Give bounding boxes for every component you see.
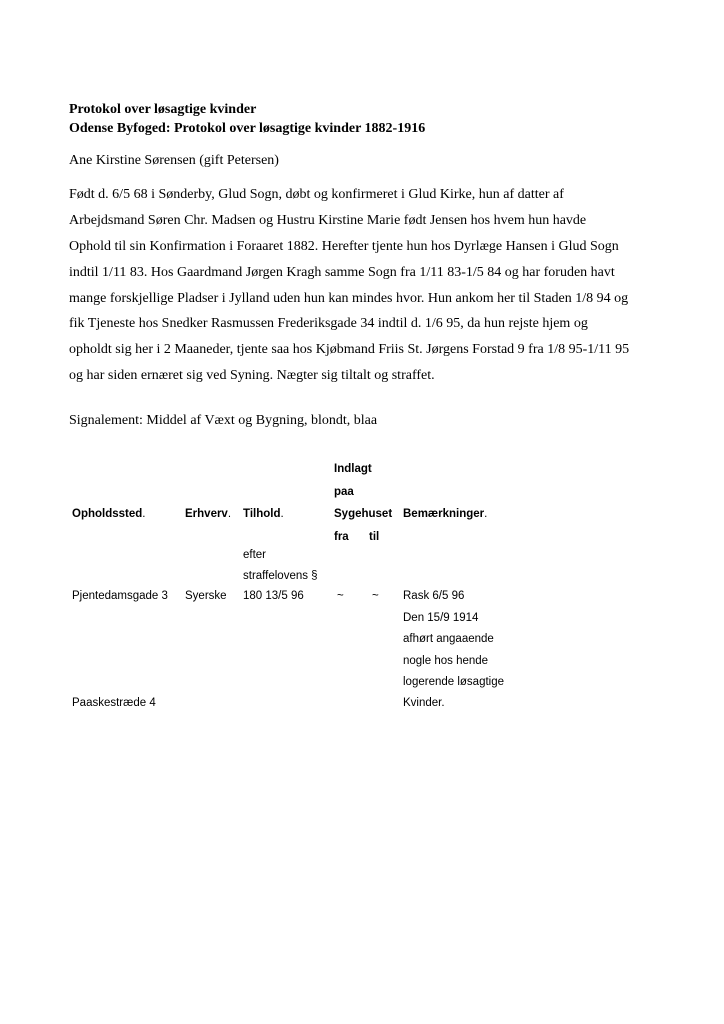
tilhold-cell-line: efter — [243, 549, 267, 561]
narrative-line: og har siden ernæret sig ved Syning. Nægter sig tiltalt og straffet. — [69, 368, 435, 383]
narrative-line: indtil 1/11 83. Hos Gaardmand Jørgen Kragh samme Sogn fra 1/11 83-1/5 84 og har foruden havt — [69, 265, 615, 280]
narrative-line: opholdt sig her i 2 Maaneder, tjente saa hos Kjøbmand Friis St. Jørgens Forstad 9 fra 1/8 95-1/11 95 — [69, 342, 630, 357]
narrative-line: Født d. 6/5 68 i Sønderby, Glud Sogn, døbt og konfirmeret i Glud Kirke, hun af datter af — [69, 187, 564, 202]
fra-cell: ~ — [337, 590, 344, 602]
header-fra: fra — [334, 531, 349, 543]
header-opholdssted: Opholdssted. — [72, 508, 146, 520]
header-sygehuset: Sygehuset — [334, 508, 393, 520]
document-subtitle: Odense Byfoged: Protokol over løsagtige kvinder 1882-1916 — [69, 121, 426, 136]
bemaerkning-line: Rask 6/5 96 — [403, 590, 465, 602]
tilhold-cell-line: 180 13/5 96 — [243, 590, 304, 602]
signalement-line: Signalement: Middel af Væxt og Bygning, blondt, blaa — [69, 413, 378, 428]
opholdssted-cell: Pjentedamsgade 3 — [72, 590, 168, 602]
opholdssted-cell: Paaskestræde 4 — [72, 697, 156, 709]
bemaerkning-line: Kvinder. — [403, 697, 445, 709]
header-tilhold: Tilhold. — [243, 508, 284, 520]
header-indlagt: Indlagt — [334, 463, 372, 475]
header-erhverv: Erhverv. — [185, 508, 232, 520]
header-bemaerkninger: Bemærkninger. — [403, 508, 488, 520]
bemaerkning-line: afhørt angaaende — [403, 633, 494, 645]
narrative-line: Ophold til sin Konfirmation i Foraaret 1882. Herefter tjente hun hos Dyrlæge Hansen i Glud Sogn — [69, 239, 619, 254]
bemaerkning-line: Den 15/9 1914 — [403, 612, 479, 624]
erhverv-cell: Syerske — [185, 590, 227, 602]
tilhold-cell-line: straffelovens § — [243, 570, 318, 582]
narrative-line: Arbejdsmand Søren Chr. Madsen og Hustru Kirstine Marie født Jensen hos hvem hun havde — [69, 213, 587, 228]
narrative-line: mange forskjellige Pladser i Jylland uden hun kan mindes hvor. Hun ankom her til Staden 1/8 94 og — [69, 291, 629, 306]
header-paa: paa — [334, 486, 354, 498]
narrative-line: fik Tjeneste hos Snedker Rasmussen Frederiksgade 34 indtil d. 1/6 95, da hun rejste hjem og — [69, 316, 588, 331]
person-name: Ane Kirstine Sørensen (gift Petersen) — [69, 153, 279, 168]
bemaerkning-line: nogle hos hende — [403, 655, 489, 667]
header-til: til — [369, 531, 380, 543]
document-title: Protokol over løsagtige kvinder — [69, 102, 257, 117]
bemaerkning-line: logerende løsagtige — [403, 676, 505, 688]
til-cell: ~ — [372, 590, 379, 602]
